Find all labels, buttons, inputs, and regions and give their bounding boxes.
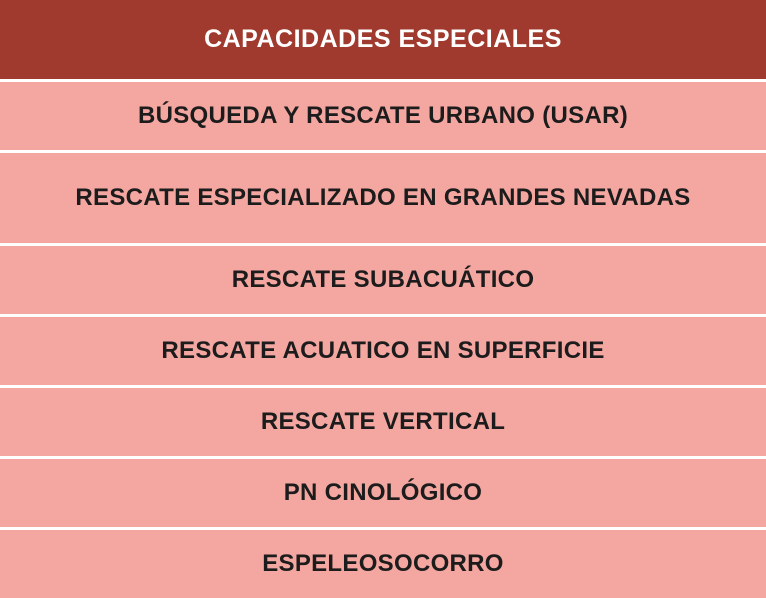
table-row-label: RESCATE VERTICAL — [260, 408, 506, 436]
table-header-label: CAPACIDADES ESPECIALES — [204, 25, 562, 54]
table-row-label: RESCATE ESPECIALIZADO EN GRANDES NEVADAS — [75, 184, 691, 212]
table-row — [0, 317, 766, 388]
table-header-row — [0, 0, 766, 82]
table-row — [0, 388, 766, 459]
table-row-label: PN CINOLÓGICO — [283, 479, 483, 507]
table-row — [0, 246, 766, 317]
table-row-label: RESCATE SUBACUÁTICO — [231, 265, 535, 293]
table-row — [0, 82, 766, 153]
table-row — [0, 459, 766, 530]
table-row — [0, 153, 766, 245]
table-row-label: ESPELEOSOCORRO — [262, 550, 504, 578]
table-row-label: BÚSQUEDA Y RESCATE URBANO (USAR) — [137, 102, 629, 130]
table-row — [0, 530, 766, 598]
table-row-label: RESCATE ACUATICO EN SUPERFICIE — [161, 337, 605, 365]
